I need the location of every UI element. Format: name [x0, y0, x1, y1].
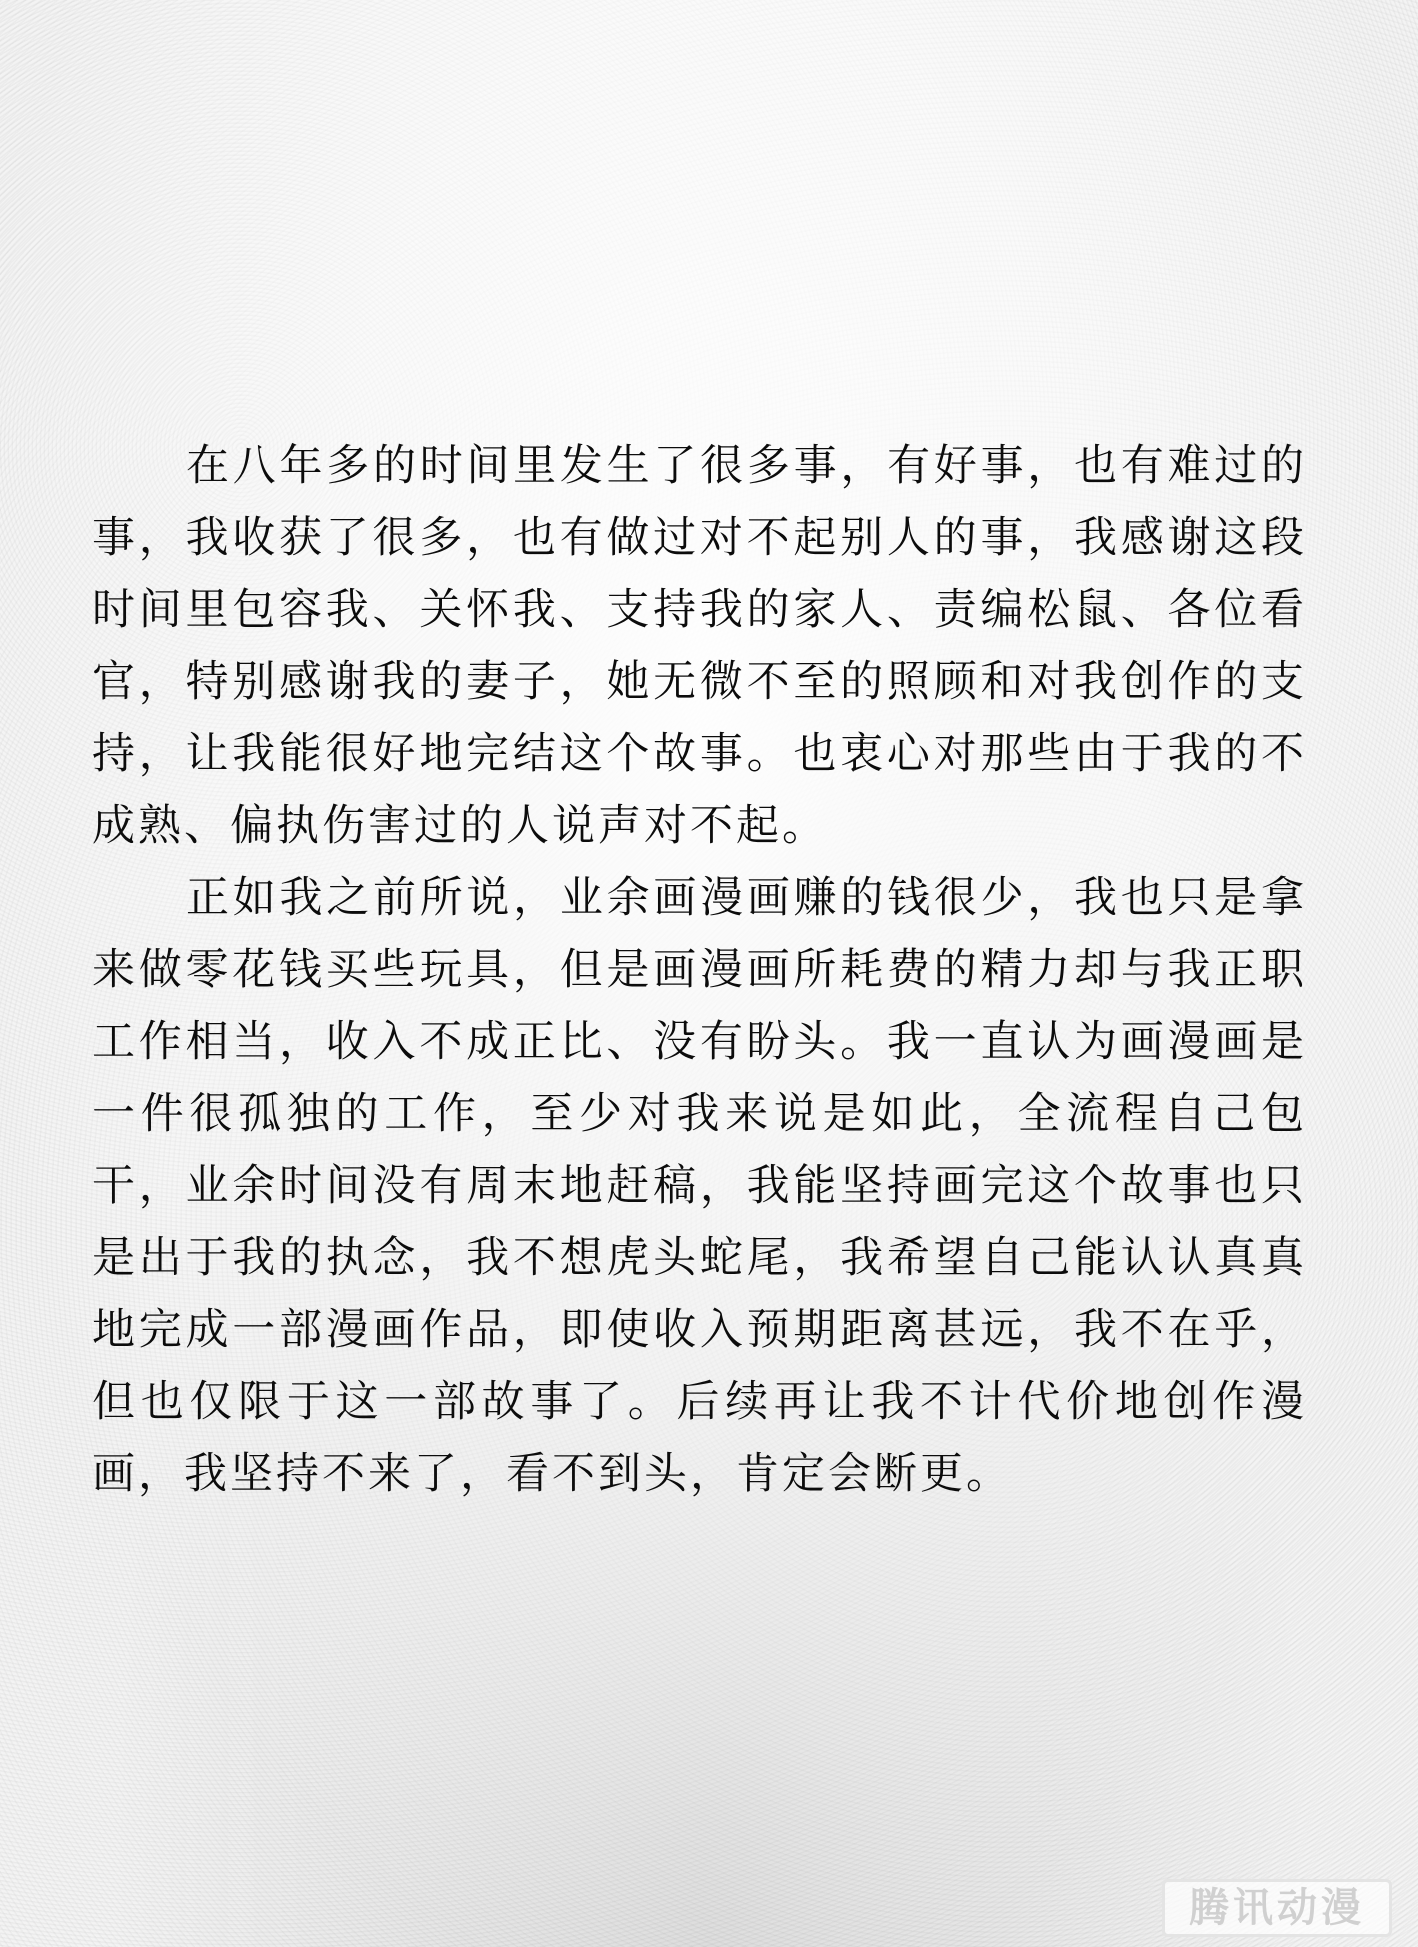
paragraph-2: 正如我之前所说，业余画漫画赚的钱很少，我也只是拿来做零花钱买些玩具，但是画漫画所耗费的精力却与我正职工作相当，收入不成正比、没有盼头。我一直认为画漫画是一件很孤独的工作，至少对我来说是如此，全流程自己包干，业余时间没有周末地赶稿，我能坚持画完这个故事也只是出于我的执念，我不想虎头蛇尾，我希望自己能认认真真地完成一部漫画作品，即使收入预期距离甚远，我不在乎，但也仅限于这一部故事了。后续再让我不计代价地创作漫画，我坚持不来了，看不到头，肯定会断更。 [92, 873, 1307, 1499]
paragraph-1: 在八年多的时间里发生了很多事，有好事，也有难过的事，我收获了很多，也有做过对不起别人的事，我感谢这段时间里包容我、关怀我、支持我的家人、责编松鼠、各位看官，特别感谢我的妻子，她无微不至的照顾和对我创作的支持，让我能很好地完结这个故事。也衷心对那些由于我的不成熟、偏执伤害过的人说声对不起。 [92, 441, 1307, 851]
watermark-logo: 腾讯动漫 [1162, 1879, 1392, 1937]
afterword-text-block [92, 430, 1307, 1510]
